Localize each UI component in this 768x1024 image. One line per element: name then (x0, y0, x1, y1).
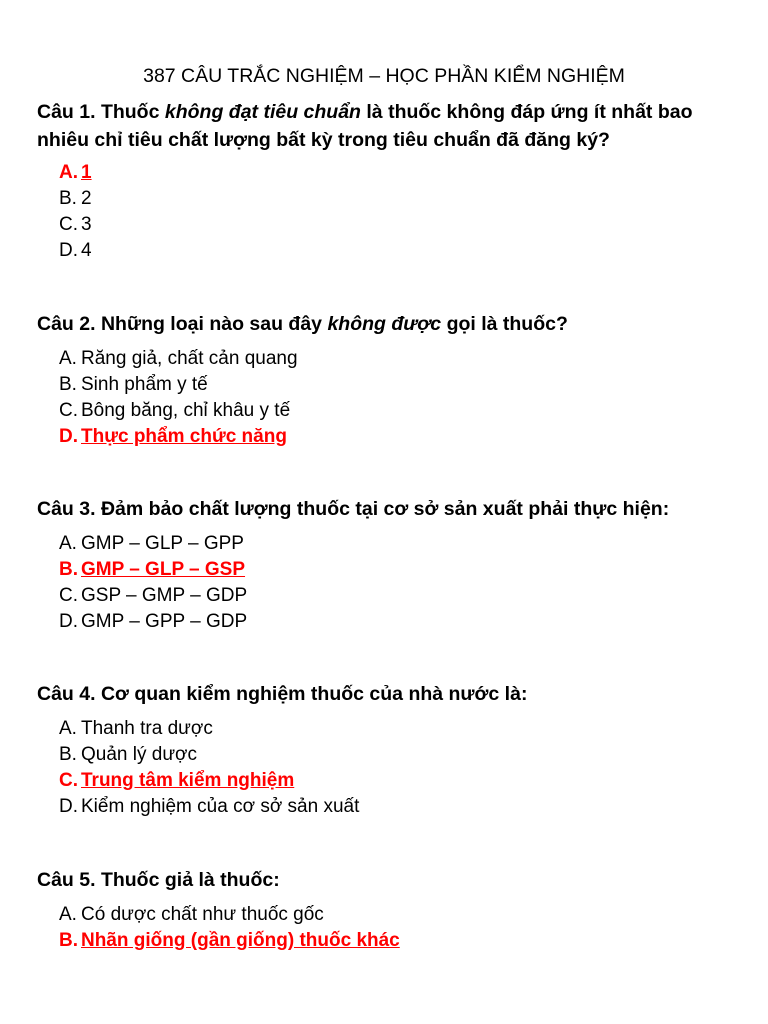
option-letter: C. (59, 214, 78, 235)
question-label: Câu 4. (37, 683, 96, 705)
option-text: Có dược chất như thuốc gốc (81, 904, 324, 925)
option-c[interactable] (37, 398, 737, 424)
question-text (37, 98, 737, 154)
option-letter: D. (59, 611, 78, 632)
question-text-before: Thuốc giả là thuốc: (100, 869, 280, 891)
document-title: 387 CÂU TRẮC NGHIỆM – HỌC PHẦN KIỂM NGHIỆM (143, 65, 625, 87)
question-text (37, 310, 737, 338)
option-letter: C. (59, 400, 78, 421)
option-list (37, 160, 737, 264)
option-a[interactable] (37, 531, 737, 557)
question-label: Câu 2. (37, 313, 96, 335)
option-letter: A. (59, 533, 77, 554)
option-text: 3 (81, 214, 92, 235)
option-letter: A. (59, 162, 78, 183)
option-text: 4 (81, 240, 92, 261)
question-5 (37, 866, 737, 954)
option-list (37, 902, 737, 954)
question-emphasis: không đạt tiêu chuẩn (164, 101, 361, 123)
question-text (37, 680, 737, 708)
option-text: Răng giả, chất cản quang (81, 348, 298, 369)
question-label: Câu 5. (37, 869, 96, 891)
question-label: Câu 1. (37, 101, 96, 123)
option-letter: B. (59, 188, 77, 209)
question-emphasis: không được (327, 313, 442, 335)
option-d-correct[interactable] (37, 424, 737, 450)
option-letter: C. (59, 770, 78, 791)
question-text (37, 866, 737, 894)
option-a[interactable] (37, 902, 737, 928)
question-text-before: Cơ quan kiểm nghiệm thuốc của nhà nước là: (100, 683, 528, 705)
question-2 (37, 310, 737, 450)
option-a[interactable] (37, 346, 737, 372)
option-letter: D. (59, 240, 78, 261)
option-d[interactable] (37, 794, 737, 820)
option-letter: D. (59, 426, 78, 447)
option-b[interactable] (37, 742, 737, 768)
option-text: GMP – GLP – GPP (81, 533, 244, 554)
question-3 (37, 495, 737, 635)
question-text-after: là thuốc không đáp ứng ít nhất bao nhiêu chỉ tiêu chất lượng bất kỳ trong tiêu chuẩn đã đăng ký? (37, 101, 693, 151)
option-text: GSP – GMP – GDP (81, 585, 248, 606)
option-d[interactable] (37, 609, 737, 635)
option-letter: A. (59, 348, 77, 369)
option-letter: A. (59, 718, 77, 739)
option-c[interactable] (37, 583, 737, 609)
option-letter: C. (59, 585, 78, 606)
question-text (37, 495, 737, 523)
option-letter: B. (59, 930, 78, 951)
question-4 (37, 680, 737, 820)
question-text-before: Thuốc (100, 101, 160, 123)
option-letter: B. (59, 374, 77, 395)
option-a-correct[interactable] (37, 160, 737, 186)
option-letter: B. (59, 744, 77, 765)
option-text: GMP – GLP – GSP (81, 559, 246, 580)
option-text: Trung tâm kiểm nghiệm (81, 770, 295, 791)
option-text: Bông băng, chỉ khâu y tế (81, 400, 291, 421)
option-list (37, 346, 737, 450)
option-text: Thực phẩm chức năng (81, 426, 287, 447)
option-text: Quản lý dược (81, 744, 198, 765)
option-text: GMP – GPP – GDP (81, 611, 248, 632)
option-text: 2 (81, 188, 92, 209)
question-text-before: Những loại nào sau đây (100, 313, 323, 335)
question-text-before: Đảm bảo chất lượng thuốc tại cơ sở sản xuất phải thực hiện: (100, 498, 670, 520)
option-text: Kiểm nghiệm của cơ sở sản xuất (81, 796, 360, 817)
question-label: Câu 3. (37, 498, 96, 520)
option-a[interactable] (37, 716, 737, 742)
option-list (37, 716, 737, 820)
option-text: Thanh tra dược (81, 718, 213, 739)
option-d[interactable] (37, 238, 737, 264)
option-text: Sinh phẩm y tế (81, 374, 208, 395)
option-letter: B. (59, 559, 78, 580)
option-b-correct[interactable] (37, 928, 737, 954)
option-c[interactable] (37, 212, 737, 238)
question-1 (37, 98, 737, 264)
option-letter: A. (59, 904, 77, 925)
option-text: Nhãn giống (gần giống) thuốc khác (81, 930, 400, 951)
option-b-correct[interactable] (37, 557, 737, 583)
option-c-correct[interactable] (37, 768, 737, 794)
question-text-after: gọi là thuốc? (446, 313, 568, 335)
option-letter: D. (59, 796, 78, 817)
option-b[interactable] (37, 186, 737, 212)
option-list (37, 531, 737, 635)
option-b[interactable] (37, 372, 737, 398)
option-text: 1 (81, 162, 92, 183)
